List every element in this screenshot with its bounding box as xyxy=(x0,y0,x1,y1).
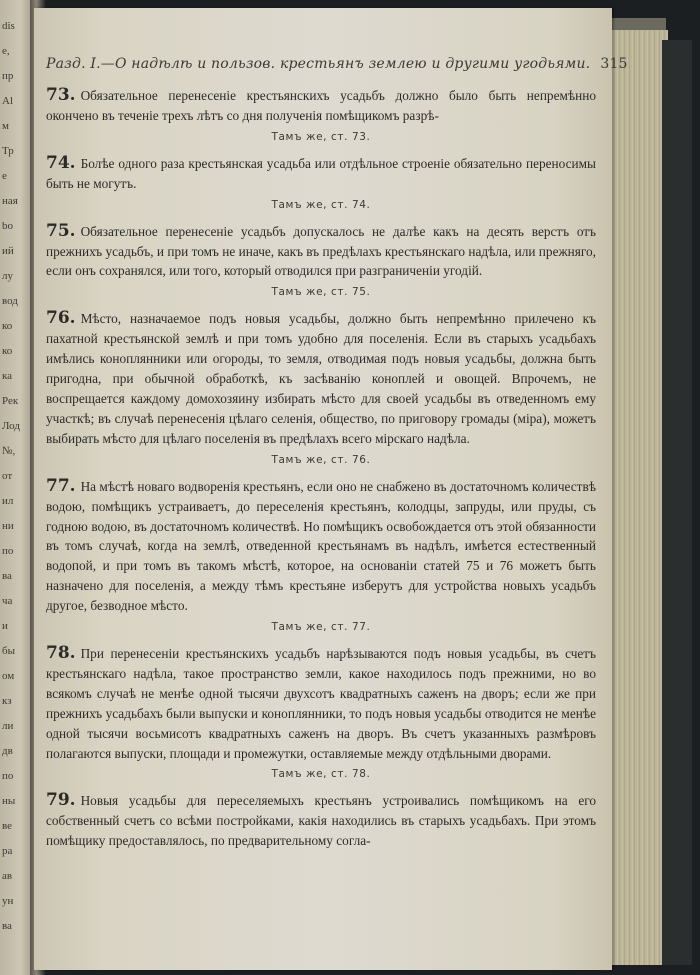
source-citation: Тамъ же, ст. 77. xyxy=(271,621,371,634)
page-edges xyxy=(606,30,668,965)
left-page-fragment: ве xyxy=(2,820,13,832)
left-page-fragment: от xyxy=(2,470,13,482)
article-text: Мѣсто, назначаемое подъ новыя усадьбы, должно быть непремѣнно прилечено къ пахатной крестьянской землѣ и при томъ удобно для поселенія. Если въ старыхъ усадьбахъ имѣлись коноплянники или огороды, то земля, отводимая подъ новыя усадьбы, должна быть пригодна, при обычной обработкѣ, къ засѣванію коноплей и овощей. Впрочемъ, не воспрещается каждому домохозяину избирать мѣсто для своей усадьбы въ отведенномъ ему участкѣ; въ случаѣ перенесенія цѣлаго селенія, общество, по приговору громады (міра), можетъ выбирать мѣсто для цѣлаго поселенія въ предѣлахъ всего мірскаго надѣла. xyxy=(46,311,596,446)
left-page-fragment: Тр xyxy=(2,145,14,157)
left-page-fragment: ий xyxy=(2,245,14,257)
left-page-fragment: ва xyxy=(2,920,12,932)
page-body xyxy=(46,86,596,851)
article-text: Болѣе одного раза крестьянская усадьба или отдѣльное строеніе обязательно переносимы быть не могутъ. xyxy=(46,155,596,191)
source-citation: Тамъ же, ст. 78. xyxy=(271,768,371,781)
source-citation: Тамъ же, ст. 76. xyxy=(271,453,371,466)
page-number: 315 xyxy=(600,56,628,72)
left-page-fragment: ра xyxy=(2,845,13,857)
left-page-fragment: ли xyxy=(2,720,14,732)
left-page-fragment: е xyxy=(2,170,7,182)
left-page-fragment: ко xyxy=(2,345,13,357)
left-page-fragment: ом xyxy=(2,670,15,682)
article-77 xyxy=(46,477,596,616)
article-75 xyxy=(46,222,596,282)
article-79 xyxy=(46,791,596,851)
right-page xyxy=(34,8,628,970)
article-76 xyxy=(46,309,596,448)
left-page-fragment: и xyxy=(2,620,8,632)
left-page-fragment: ни xyxy=(2,520,14,532)
article-74 xyxy=(46,154,596,194)
left-page-fragment: м xyxy=(2,120,9,132)
left-page-fragment: ны xyxy=(2,795,16,807)
left-page-fragment: Al xyxy=(2,95,13,107)
article-number: 74. xyxy=(46,152,76,173)
running-header xyxy=(46,56,628,72)
article-text: При перенесеніи крестьянскихъ усадьбъ нарѣзываются подъ новыя усадьбы, въ счетъ крестьянскаго надѣла, такое пространство земли, какое находилось подъ прежними, но во всякомъ случаѣ не менѣе одной тысячи двухсотъ квадратныхъ саженъ на дворъ; если же при прежнихъ усадьбахъ были выпуски и коноплянники, то подъ новыя усадьбы отводится не менѣе одной тысячи восьмисотъ квадратныхъ саженъ на дворъ. Въ счетъ указанныхъ размѣровъ полагаются выпуски, площади и промежутки, оставляемые между отдѣльными дворами. xyxy=(46,646,596,761)
left-page-fragment: по xyxy=(2,545,14,557)
article-text: Обязательное перенесеніе усадьбъ допускалось не далѣе какъ на десять верстъ отъ прежнихъ усадьбъ, и при томъ не иначе, какъ въ предѣлахъ крестьянскаго надѣла, или прежняго, если онъ сохранялся, или того, который отводился при разграниченіи угодій. xyxy=(46,223,596,279)
left-page-fragment: ная xyxy=(2,195,18,207)
article-text: Обязательное перенесеніе крестьянскихъ усадьбъ должно было быть непремѣнно окончено въ теченіе трехъ лѣтъ со дня полученія помѣщикомъ разрѣ- xyxy=(46,88,596,123)
source-citation: Тамъ же, ст. 73. xyxy=(271,130,371,143)
article-text: На мѣстѣ новаго водворенія крестьянъ, если оно не снабжено въ достаточномъ количествѣ водою, помѣщикъ устраиваетъ, до переселенія крестьянъ, колодцы, запруды, или пруды, съ годною водою, въ достаточномъ количествѣ. Но помѣщикъ освобождается отъ этой обязанности въ томъ случаѣ, когда на землѣ, отведенной крестьянамъ въ надѣлъ, имѣется естественный водопой, и при томъ въ такомъ мѣстѣ, которое, на основаніи статей 75 и 76 можетъ быть назначено для поселенія, а между тѣмъ крестьяне изберутъ для устройства новыхъ усадьбъ другое, безводное мѣсто. xyxy=(46,478,596,614)
left-page-fragment: №, xyxy=(2,445,16,457)
left-page-fragment: кз xyxy=(2,695,12,707)
article-number: 75. xyxy=(46,220,76,241)
left-page-fragment: вод xyxy=(2,295,18,307)
article-number: 78. xyxy=(46,643,76,664)
article-73 xyxy=(46,86,596,126)
left-page-fragment: ав xyxy=(2,870,13,882)
left-page-fragment: ча xyxy=(2,595,13,607)
header-title: Разд. I.—О надѣлѣ и пользов. крестьянъ землею и другими угодьями. xyxy=(46,56,591,72)
left-page-fragment: по xyxy=(2,770,14,782)
article-78 xyxy=(46,644,596,763)
left-page-fragment: ка xyxy=(2,370,13,382)
left-page-fragment: ко xyxy=(2,320,13,332)
left-page-fragment: пр xyxy=(2,70,14,82)
left-page-fragment: e, xyxy=(2,45,10,57)
left-page-fragment: ун xyxy=(2,895,14,907)
left-page-fragment: бы xyxy=(2,645,15,657)
article-number: 76. xyxy=(46,308,76,329)
left-page-fragment: dis xyxy=(2,20,15,32)
left-page-fragment: Рек xyxy=(2,395,19,407)
book-cover-edge xyxy=(662,40,692,965)
left-page-fragment: ил xyxy=(2,495,14,507)
article-number: 77. xyxy=(46,475,76,496)
left-page-fragment: дв xyxy=(2,745,13,757)
source-citation: Тамъ же, ст. 74. xyxy=(271,198,371,211)
article-number: 73. xyxy=(46,85,76,105)
article-number: 79. xyxy=(46,790,76,811)
source-citation: Тамъ же, ст. 75. xyxy=(271,286,371,299)
article-text: Новыя усадьбы для переселяемыхъ крестьянъ устроивались помѣщикомъ на его собственный счетъ со всѣми постройками, какія находились въ старыхъ усадьбахъ. При этомъ помѣщику предоставлялось, по предварительному согла- xyxy=(46,793,596,849)
left-page-fragment: Лод xyxy=(2,420,20,432)
left-page-fragment: bo xyxy=(2,220,13,232)
left-page-fragment: ва xyxy=(2,570,12,582)
left-page-fragment: лу xyxy=(2,270,13,282)
left-facing-page xyxy=(0,0,34,975)
